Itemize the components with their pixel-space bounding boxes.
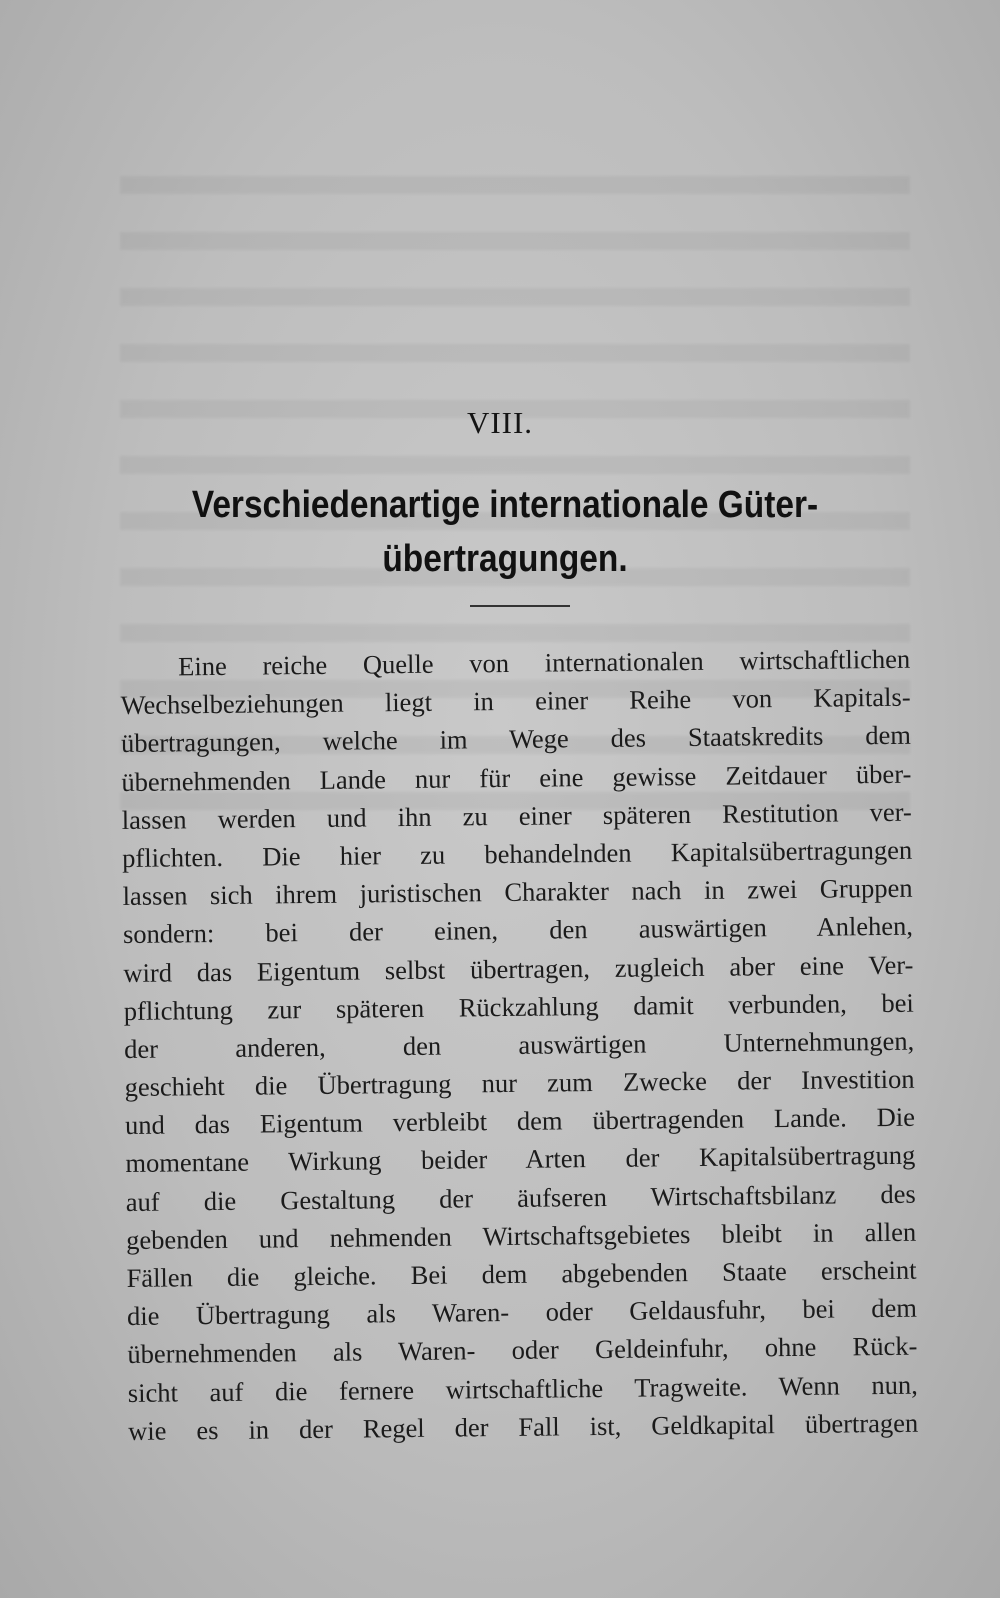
text-line: pflichtung zur späteren Rückzahlung damit verbunden, bei bbox=[123, 987, 914, 1026]
text-line: wird das Eigentum selbst übertragen, zugleich aber eine Ver- bbox=[123, 949, 914, 988]
text-line: Wechselbeziehungen liegt in einer Reihe von Kapitals- bbox=[120, 681, 911, 721]
text-line: lassen werden und ihn zu einer späteren Restitution ver- bbox=[121, 796, 912, 835]
text-line: gebenden und nehmenden Wirtschaftsgebietes bleibt in allen bbox=[126, 1216, 917, 1255]
text-line: übertragungen, welche im Wege des Staatskredits dem bbox=[120, 720, 912, 759]
text-line: lassen sich ihrem juristischen Charakter nach in zwei Gruppen bbox=[122, 872, 913, 912]
text-line: der anderen, den auswärtigen Unternehmungen, bbox=[124, 1025, 915, 1064]
text-line: wie es in der Regel der Fall ist, Geldkapital übertragen bbox=[128, 1407, 919, 1446]
title-rule bbox=[470, 605, 570, 607]
text-line: Fällen die gleiche. Bei dem abgebenden Staate erscheint bbox=[126, 1254, 917, 1293]
text-line: geschieht die Übertragung nur zum Zwecke der Investition bbox=[124, 1063, 915, 1103]
text-line: Eine reiche Quelle von internationalen wirtschaftlichen bbox=[178, 643, 911, 682]
text-line: die Übertragung als Waren- oder Geldausfuhr, bei dem bbox=[126, 1292, 918, 1332]
text-line: übernehmenden Lande nur für eine gewisse Zeitdauer über- bbox=[121, 758, 912, 797]
text-line: pflichten. Die hier zu behandelnden Kapitalsübertragungen bbox=[122, 834, 913, 873]
text-line: und das Eigentum verbleibt dem übertragenden Lande. Die bbox=[124, 1101, 916, 1141]
text-line: sondern: bei der einen, den auswärtigen Anlehen, bbox=[122, 911, 914, 950]
chapter-title bbox=[140, 478, 870, 586]
chapter-number: VIII. bbox=[466, 405, 534, 440]
text-line: sicht auf die fernere wirtschaftliche Tragweite. Wenn nun, bbox=[127, 1369, 918, 1408]
body-paragraph bbox=[120, 640, 918, 1450]
text-line: momentane Wirkung beider Arten der Kapitalsübertragung bbox=[125, 1140, 916, 1179]
text-line: übernehmenden als Waren- oder Geldeinfuhr, ohne Rück- bbox=[127, 1331, 918, 1370]
chapter-title-line-2: übertragungen. bbox=[382, 538, 628, 580]
chapter-title-line-1: Verschiedenartige internationale Güter- bbox=[191, 484, 819, 526]
text-line: auf die Gestaltung der äufseren Wirtschaftsbilanz des bbox=[125, 1178, 916, 1217]
